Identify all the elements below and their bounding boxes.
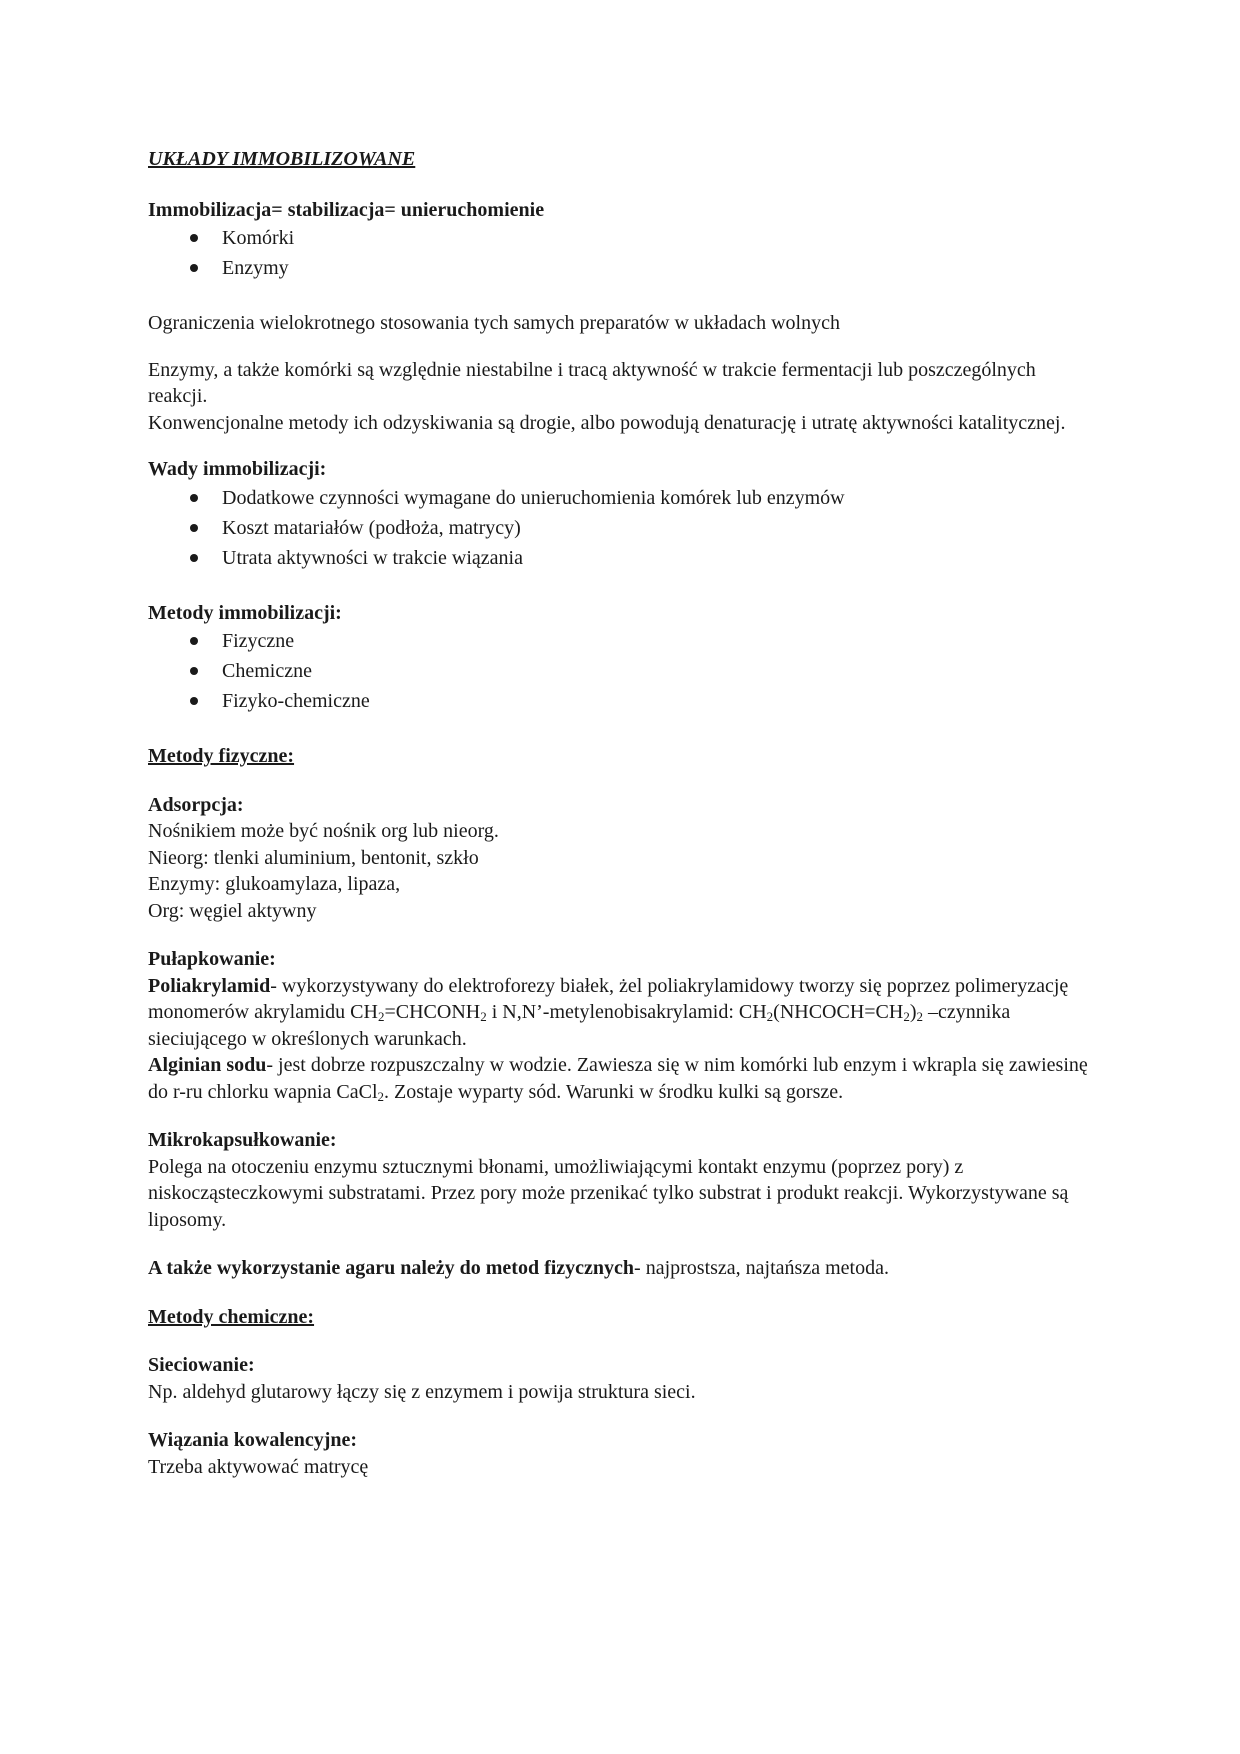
list-item: Utrata aktywności w trakcie wiązania (148, 543, 1088, 573)
term-alginian: Alginian sodu (148, 1054, 267, 1076)
subheading-pulapkowanie: Pułapkowanie: (148, 948, 276, 970)
document-page (148, 146, 1088, 1480)
subheading-sieciowanie: Sieciowanie: (148, 1354, 255, 1376)
list-item: Enzymy (148, 253, 1088, 283)
list-item: Dodatkowe czynności wymagane do unieruchomienia komórek lub enzymów (148, 483, 1088, 513)
adsorpcja-line: Nośnikiem może być nośnik org lub nieorg. (148, 820, 499, 842)
paragraph-sieciowanie: Np. aldehyd glutarowy łączy się z enzymem i powija struktura sieci. (148, 1380, 696, 1403)
adsorpcja-line: Nieorg: tlenki aluminium, bentonit, szkło (148, 846, 479, 869)
document-title: UKŁADY IMMOBILIZOWANE (148, 148, 416, 170)
subheading-adsorpcja: Adsorpcja: (148, 793, 244, 816)
bullet-icon (190, 667, 198, 675)
paragraph-limits: Ograniczenia wielokrotnego stosowania tych samych preparatów w układach wolnych (148, 312, 840, 334)
bullet-icon (190, 494, 198, 502)
list-item: Koszt matariałów (podłoża, matrycy) (148, 513, 1088, 543)
bullet-icon (190, 697, 198, 705)
section-heading-wady: Wady immobilizacji: (148, 458, 327, 480)
bullet-icon (190, 554, 198, 562)
list-item: Chemiczne (148, 656, 1088, 686)
bullet-icon (190, 524, 198, 532)
bullet-list-wady (148, 483, 1088, 573)
list-item: Fizyko-chemiczne (148, 686, 1088, 716)
bullet-icon (190, 637, 198, 645)
list-item: Komórki (148, 223, 1088, 253)
list-item: Fizyczne (148, 626, 1088, 656)
adsorpcja-line: Org: węgiel aktywny (148, 899, 317, 922)
agar-bold-text: A także wykorzystanie agaru należy do metod fizycznych (148, 1257, 635, 1279)
term-poliakrylamid: Poliakrylamid (148, 974, 271, 997)
bullet-list-immobilizacja (148, 223, 1088, 283)
paragraph-kowalencyjne: Trzeba aktywować matrycę (148, 1455, 369, 1478)
paragraph-agar: A także wykorzystanie agaru należy do metod fizycznych- najprostsza, najtańsza metoda. (148, 1257, 889, 1279)
paragraph-alginian: Alginian sodu- jest dobrze rozpuszczalny w wodzie. Zawiesza się w nim komórki lub enzym i wkrapla się zawiesinę do r-ru chlorku wapnia CaCl$_2$. Zostaje wyparty sód. Warunki w środku kulki są gorsze. (148, 1054, 1088, 1104)
adsorpcja-line: Enzymy: glukoamylaza, lipaza, (148, 873, 401, 895)
section-heading-immobilizacja: Immobilizacja= stabilizacja= unieruchomienie (148, 198, 545, 221)
paragraph-enzymes-2: Konwencjonalne metody ich odzyskiwania są drogie, albo powodują denaturację i utratę aktywności katalitycznej. (148, 411, 1066, 434)
bullet-icon (190, 264, 198, 272)
section-heading-metody-fizyczne: Metody fizyczne: (148, 745, 295, 767)
bullet-icon (190, 234, 198, 242)
section-heading-metody: Metody immobilizacji: (148, 601, 342, 624)
subheading-wiazania-kowalencyjne: Wiązania kowalencyjne: (148, 1429, 358, 1451)
paragraph-poliakrylamid: Poliakrylamid- wykorzystywany do elektroforezy białek, żel poliakrylamidowy tworzy się poprzez polimeryzację monomerów akrylamidu $CH_2=CHCONH_2$ i N,N’-metylenobisakrylamid: $CH_2(NHCOCH=CH_2)_2$ –czynnika sieciującego w określonych warunkach. (148, 974, 1069, 1050)
paragraph-mikrokapsulkowanie: Polega na otoczeniu enzymu sztucznymi błonami, umożliwiającymi kontakt enzymu (poprzez pory) z niskocząsteczkowymi substratami. Przez pory może przenikać tylko substrat i produkt reakcji. Wykorzystywane są liposomy. (148, 1155, 1069, 1231)
subheading-mikrokapsulkowanie: Mikrokapsułkowanie: (148, 1129, 337, 1151)
bullet-list-metody (148, 626, 1088, 716)
section-heading-metody-chemiczne: Metody chemiczne: (148, 1305, 315, 1328)
paragraph-enzymes-1: Enzymy, a także komórki są względnie niestabilne i tracą aktywność w trakcie fermentacji lub poszczególnych reakcji. (148, 358, 1036, 407)
